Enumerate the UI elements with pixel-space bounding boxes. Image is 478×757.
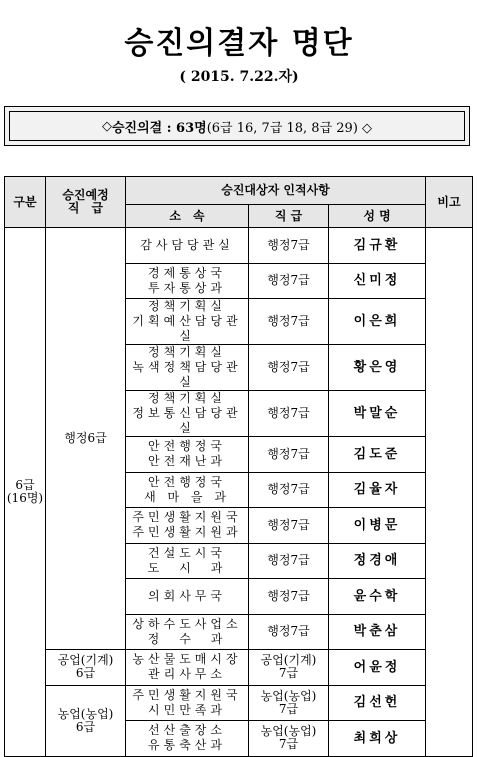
name-cell: 이은희 — [329, 299, 426, 345]
dept-cell: 주민생활지원국 시민만족과 — [126, 685, 249, 721]
table-body — [5, 228, 473, 757]
page-title: 승진의결자 명단 — [124, 26, 354, 61]
rank-cell: 행정7급 — [249, 437, 329, 473]
header-dept: 소 속 — [126, 205, 249, 228]
table-row — [5, 685, 473, 721]
rank-cell: 행정7급 — [249, 345, 329, 391]
planned-rank-cell: 농업(농업) 6급 — [46, 685, 126, 756]
planned-rank-cell: 행정6급 — [46, 228, 126, 650]
name-cell: 김규환 — [329, 228, 426, 264]
dept-cell: 정책기획실 기획예산담당관실 — [126, 299, 249, 345]
dept-cell: 감사담당관실 — [126, 228, 249, 264]
rank-cell: 행정7급 — [249, 228, 329, 264]
name-cell: 박춘삼 — [329, 614, 426, 650]
name-cell: 김율자 — [329, 472, 426, 508]
rank-cell: 행정7급 — [249, 614, 329, 650]
dept-cell: 상하수도사업소 정 수 과 — [126, 614, 249, 650]
name-cell: 김도준 — [329, 437, 426, 473]
rank-cell: 농업(농업) 7급 — [249, 721, 329, 757]
dept-cell: 정책기획실 정보통신담당관실 — [126, 391, 249, 437]
rank-cell: 행정7급 — [249, 391, 329, 437]
header-gubun: 구분 — [5, 177, 46, 228]
name-cell: 신미정 — [329, 263, 426, 299]
header-target-group: 승진대상자 인적사항 — [126, 177, 426, 205]
table-row — [5, 650, 473, 686]
dept-cell: 안전행정국 안전재난과 — [126, 437, 249, 473]
dept-cell: 주민생활지원국 주민생활지원과 — [126, 508, 249, 544]
gubun-cell: 6급 (16명) — [5, 228, 46, 757]
name-cell: 황은영 — [329, 345, 426, 391]
rank-cell: 행정7급 — [249, 579, 329, 615]
rank-cell: 행정7급 — [249, 508, 329, 544]
promotion-table — [4, 176, 473, 757]
summary-prefix: ◇ — [101, 118, 112, 134]
summary-detail: (6급 16, 7급 18, 8급 29) ◇ — [206, 120, 373, 136]
header-rank: 직 급 — [249, 205, 329, 228]
table-row — [5, 228, 473, 264]
summary-box — [4, 106, 470, 146]
rank-cell: 행정7급 — [249, 543, 329, 579]
dept-cell: 경제통상국 투자통상과 — [126, 263, 249, 299]
dept-cell: 정책기획실 녹색정책담당관실 — [126, 345, 249, 391]
summary-label: 승진의결 : 63명 — [111, 120, 207, 136]
name-cell: 이병문 — [329, 508, 426, 544]
dept-cell: 건설도시국 도 시 과 — [126, 543, 249, 579]
note-cell — [426, 228, 473, 757]
name-cell: 윤수학 — [329, 579, 426, 615]
rank-cell: 공업(기계) 7급 — [249, 650, 329, 686]
rank-cell: 행정7급 — [249, 263, 329, 299]
rank-cell: 행정7급 — [249, 299, 329, 345]
header-planned-rank: 승진예정 직 급 — [46, 177, 126, 228]
dept-cell: 농산물도매시장 관리사무소 — [126, 650, 249, 686]
document-date: ( 2015. 7.22.자) — [179, 69, 299, 85]
rank-cell: 행정7급 — [249, 472, 329, 508]
header-note: 비고 — [426, 177, 473, 228]
header-name: 성 명 — [329, 205, 426, 228]
dept-cell: 선산출장소 유통축산과 — [126, 721, 249, 757]
name-cell: 정경애 — [329, 543, 426, 579]
dept-cell: 안전행정국 새 마 을 과 — [126, 472, 249, 508]
name-cell: 김선헌 — [329, 685, 426, 721]
name-cell: 최희상 — [329, 721, 426, 757]
name-cell: 박말순 — [329, 391, 426, 437]
summary-inner — [9, 111, 465, 141]
dept-cell: 의회사무국 — [126, 579, 249, 615]
rank-cell: 농업(농업) 7급 — [249, 685, 329, 721]
planned-rank-cell: 공업(기계) 6급 — [46, 650, 126, 686]
name-cell: 어윤정 — [329, 650, 426, 686]
